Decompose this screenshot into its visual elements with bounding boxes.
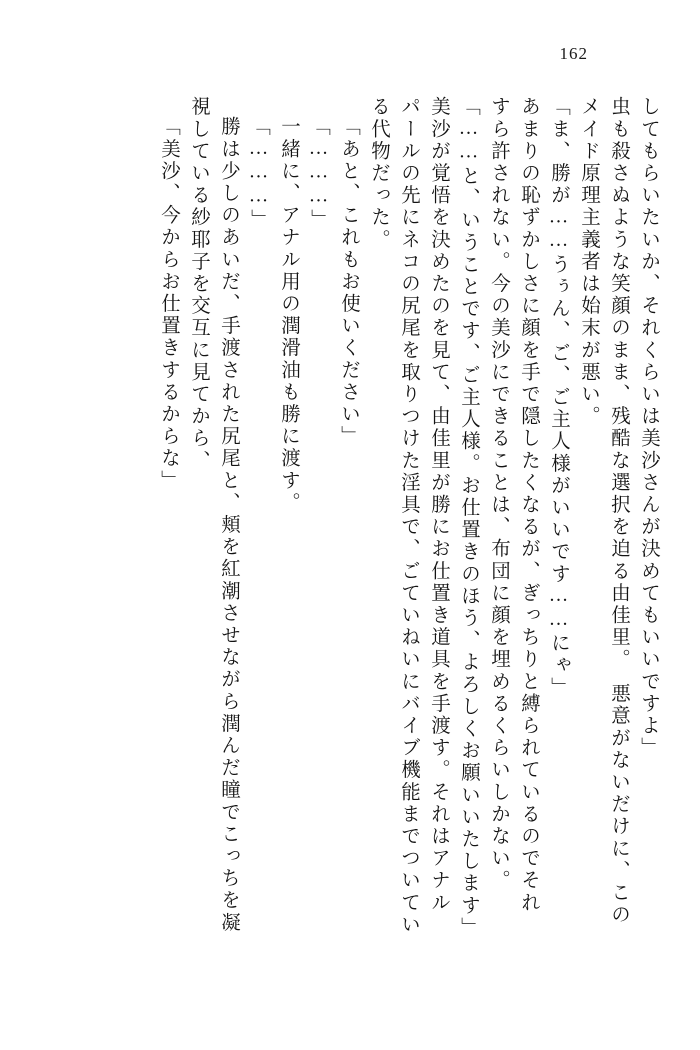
text-line: 「美沙、今からお仕置きするからな」 bbox=[158, 116, 179, 492]
text-line: あまりの恥ずかしさに顔を手で隠したくなるが、ぎっちりと縛られているのでそれ bbox=[518, 96, 539, 914]
text-line: 「………」 bbox=[308, 116, 329, 231]
page-number: 162 bbox=[559, 44, 588, 63]
text-line: 「………」 bbox=[248, 116, 269, 231]
vertical-text-body bbox=[42, 96, 658, 996]
text-line: 「あと、これもお使いください」 bbox=[338, 116, 359, 448]
text-line: 虫も殺さぬような笑顔のまま、残酷な選択を迫る由佳里。 悪意がないだけに、この bbox=[608, 96, 629, 927]
text-line: メイド原理主義者は始末が悪い。 bbox=[578, 96, 599, 428]
text-line: 視している紗耶子を交互に見てから、 bbox=[188, 96, 209, 472]
text-line: 勝は少しのあいだ、手渡された尻尾と、頬を紅潮させながら潤んだ瞳でこっちを凝 bbox=[218, 116, 239, 934]
text-line: 美沙が覚悟を決めたのを見て、由佳里が勝にお仕置き道具を手渡す。それはアナル bbox=[428, 96, 449, 914]
text-line: 一緒に、アナル用の潤滑油も勝に渡す。 bbox=[278, 116, 299, 514]
text-line: 「……と、いうことです、ご主人様。お仕置きのほう、よろしくお願いいたします」 bbox=[458, 96, 479, 939]
text-line: すら許されない。今の美沙にできることは、布団に顔を埋めるくらいしかない。 bbox=[488, 96, 509, 892]
text-line: 「ま、勝が……うぅん、ご、ご主人様がいいです……にゃ」 bbox=[548, 96, 569, 699]
text-line: パールの先にネコの尻尾を取りつけた淫具で、ごていねいにバイブ機能までついてい bbox=[398, 96, 419, 936]
text-line: る代物だった。 bbox=[368, 96, 389, 251]
text-line: してもらいたいか、それくらいは美沙さんが決めてもいいですよ」 bbox=[638, 96, 659, 759]
